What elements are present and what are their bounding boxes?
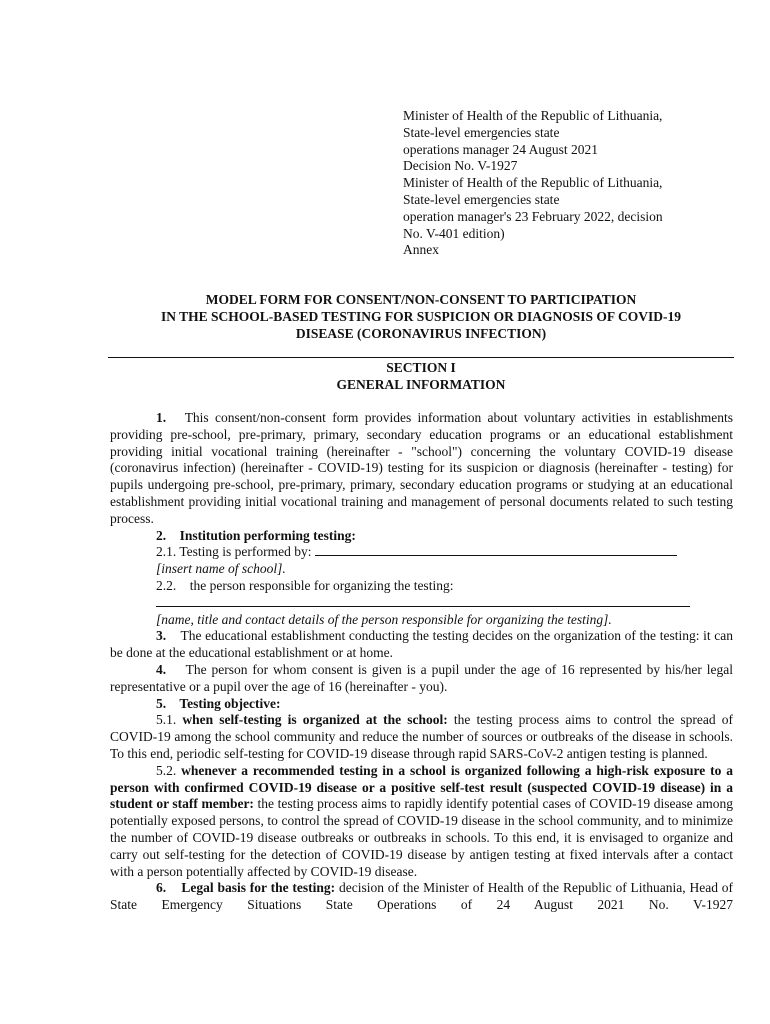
paragraph-1 <box>110 410 733 528</box>
header-line: State-level emergencies state <box>403 124 560 140</box>
subparagraph-text: the testing process aims to rapidly identify potential cases of COVID-19 disease among potentially exposed persons, to control the spread of COVID-19 disease in the school community, and to minimize the number of COVID-19 disease outbreaks or outbreaks in schools. To this end, it is envisaged to organize and carry out self-testing for the detection of COVID-19 disease by antigen testing at fixed intervals after a contact with a person potentially affected by COVID-19 disease. <box>110 796 733 879</box>
paragraph-6 <box>110 880 733 914</box>
subparagraph-bold-lead: whenever a recommended testing in a school is organized following a high-risk exposure to a person with confirmed COVID-19 disease or a positive self-test result (suspected COVID-19 disease) in a student or staff member: <box>110 762 734 812</box>
subparagraph-bold-lead: when self-testing is organized at the school: <box>182 712 448 728</box>
paragraph-number: 3. <box>156 628 167 644</box>
header-line: operation manager's 23 February 2022, decision <box>403 208 663 224</box>
paragraph-4 <box>110 662 733 696</box>
school-name-blank[interactable] <box>315 544 677 556</box>
paragraph-number: 6. <box>156 880 167 896</box>
paragraph-5-2 <box>110 763 733 881</box>
paragraph-2-2: 2.2. the person responsible for organizing the testing: <box>156 577 454 593</box>
paragraph-bold-lead: Legal basis for the testing: <box>181 880 336 896</box>
header-line: Minister of Health of the Republic of Lithuania, <box>403 108 663 123</box>
horizontal-rule <box>108 357 734 358</box>
subparagraph-text: the testing process aims to control the spread of COVID-19 among the school community and reduce the number of sources or outbreaks of the disease in schools. To this end, periodic self-testing for COVID-19 disease through rapid SARS-CoV-2 antigen testing is planned. <box>110 712 734 761</box>
title-line: IN THE SCHOOL-BASED TESTING FOR SUSPICION OR DIAGNOSIS OF COVID-19 <box>161 308 681 324</box>
paragraph-2-1 <box>110 544 733 561</box>
header-line: No. V-401 edition) <box>403 225 505 241</box>
paragraph-number: 1. <box>156 410 167 425</box>
paragraph-5-1 <box>110 712 733 762</box>
title-line: MODEL FORM FOR CONSENT/NON-CONSENT TO PARTICIPATION <box>205 292 637 307</box>
title-line: DISEASE (CORONAVIRUS INFECTION) <box>295 325 547 341</box>
header-line: Minister of Health of the Republic of Lithuania, <box>403 175 663 191</box>
paragraph-text: The educational establishment conducting the testing decides on the organization of the testing: it can be done at the educational establishment or at home. <box>110 628 733 661</box>
document-body <box>110 410 733 914</box>
header-line: Decision No. V-1927 <box>403 158 518 174</box>
annex-header <box>403 108 733 259</box>
paragraph-3 <box>110 628 733 662</box>
paragraph-text: This consent/non-consent form provides information about voluntary activities in establishments providing pre-school, pre-primary, primary, secondary education programs or an educational establishment providing initial vocational training (hereinafter - "school") concerning the voluntary COVID-19 disease (coronavirus infection) (hereinafter - COVID-19) testing for its suspicion or diagnosis (hereinafter - testing) for pupils undergoing pre-school, pre-primary, primary, secondary education programs or studying at an educational establishment providing initial vocational training and management of personal documents related to such testing process. <box>110 410 733 526</box>
paragraph-text: The person for whom consent is given is a pupil under the age of 16 represented by his/her legal representative or a pupil over the age of 16 (hereinafter - you). <box>110 661 734 694</box>
testing-performer-label: 2.1. Testing is performed by: <box>156 544 312 560</box>
document-title <box>108 292 734 342</box>
subparagraph-number: 5.1. <box>156 712 177 728</box>
responsible-person-blank[interactable] <box>156 595 690 607</box>
header-line: Annex <box>403 242 439 258</box>
responsible-person-hint: [name, title and contact details of the person responsible for organizing the testing]. <box>156 611 612 627</box>
school-name-hint: [insert name of school]. <box>156 561 286 577</box>
responsible-person-line <box>110 595 733 612</box>
paragraph-5-heading: 5. Testing objective: <box>156 695 281 711</box>
paragraph-text: decision of the Minister of Health of the Republic of Lithuania, Head of State Emergency Situations State Operations of 24 August 2021 No. V-1927 <box>110 880 734 913</box>
paragraph-2-heading: 2. Institution performing testing: <box>156 527 356 543</box>
paragraph-number: 4. <box>156 661 167 677</box>
subparagraph-number: 5.2. <box>156 762 177 778</box>
header-line: operations manager 24 August 2021 <box>403 141 598 157</box>
section-heading <box>108 360 734 394</box>
section-name: GENERAL INFORMATION <box>336 376 506 392</box>
header-line: State-level emergencies state <box>403 191 560 207</box>
section-number: SECTION I <box>386 360 456 375</box>
